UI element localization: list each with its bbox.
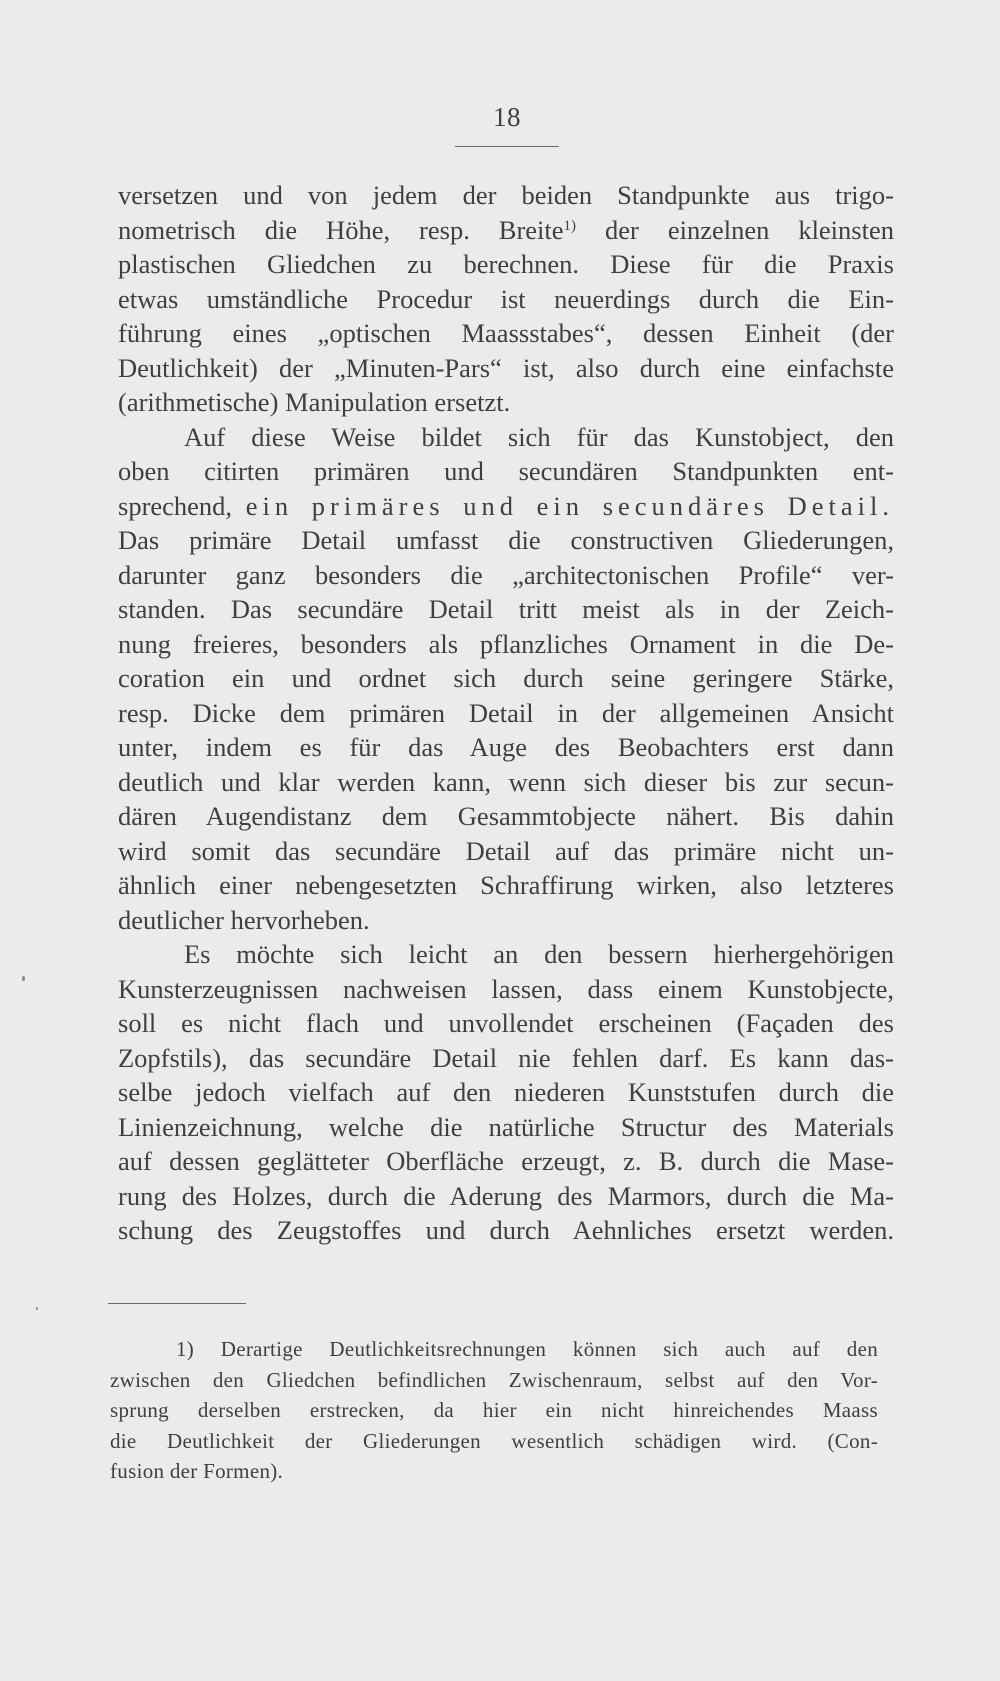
text-line: nung freieres, besonders als pflanzliches Ornament in die De- bbox=[118, 628, 894, 659]
emphasized-text: ein primäres und ein secundäres Detail. bbox=[245, 490, 894, 521]
footnote-separator bbox=[108, 1303, 246, 1304]
text-line: oben citirten primären und secundären Standpunkten ent- bbox=[118, 456, 894, 486]
text-line: deutlich und klar werden kann, wenn sich dieser bis zur secun- bbox=[118, 766, 894, 797]
text-line: Linienzeichnung, welche die natürliche Structur des Materials bbox=[118, 1111, 894, 1142]
text-line: (arithmetische) Manipulation ersetzt. bbox=[118, 387, 511, 417]
page-number: 18 bbox=[493, 102, 521, 132]
text-line: etwas umständliche Procedur ist neuerdings durch die Ein- bbox=[118, 283, 894, 314]
footnote-line: zwischen den Gliedchen befindlichen Zwischenraum, selbst auf den Vor- bbox=[110, 1367, 878, 1392]
text-line-part: sprechend, bbox=[118, 490, 233, 521]
text-line: Deutlichkeit) der „Minuten-Pars“ ist, also durch eine einfachste bbox=[118, 352, 894, 383]
text-line: Kunsterzeugnissen nachweisen lassen, dass einem Kunstobjecte, bbox=[118, 973, 894, 1004]
text-line: standen. Das secundäre Detail tritt meist als in der Zeich- bbox=[118, 594, 894, 624]
text-line: unter, indem es für das Auge des Beobachters erst dann bbox=[118, 732, 894, 762]
text-line: rung des Holzes, durch die Aderung des Marmors, durch die Ma- bbox=[118, 1180, 894, 1211]
text-line bbox=[118, 489, 894, 524]
footnote-line: fusion der Formen). bbox=[110, 1459, 284, 1483]
paper-speck bbox=[36, 1307, 38, 1310]
text-line: auf dessen geglätteter Oberfläche erzeugt, z. B. durch die Mase- bbox=[118, 1146, 894, 1176]
text-line: wird somit das secundäre Detail auf das primäre nicht un- bbox=[118, 835, 894, 866]
text-line-part: der einzelnen kleinsten bbox=[605, 214, 894, 245]
page-number-rule bbox=[455, 146, 559, 147]
text-line: resp. Dicke dem primären Detail in der allgemeinen Ansicht bbox=[118, 697, 894, 728]
text-line-part: nometrisch die Höhe, resp. Breite bbox=[118, 214, 564, 245]
text-line: coration ein und ordnet sich durch seine geringere Stärke, bbox=[118, 663, 894, 693]
text-line: Auf diese Weise bildet sich für das Kunstobject, den bbox=[184, 421, 894, 452]
main-text bbox=[118, 178, 894, 1248]
text-line: deutlicher hervorheben. bbox=[118, 904, 370, 935]
footnote-line: 1) Derartige Deutlichkeitsrechnungen können sich auch auf den bbox=[176, 1337, 878, 1361]
footnote bbox=[110, 1334, 878, 1487]
text-line: soll es nicht flach und unvollendet erscheinen (Façaden des bbox=[118, 1008, 894, 1038]
text-line: Zopfstils), das secundäre Detail nie fehlen darf. Es kann das- bbox=[118, 1042, 894, 1073]
footnote-reference: 1) bbox=[563, 217, 577, 234]
text-line bbox=[118, 213, 894, 248]
text-line: ähnlich einer nebengesetzten Schraffirung wirken, also letzteres bbox=[118, 870, 894, 900]
text-line: darunter ganz besonders die „architectonischen Profile“ ver- bbox=[118, 559, 894, 590]
footnote-line: die Deutlichkeit der Gliederungen wesentlich schädigen wird. (Con- bbox=[110, 1428, 878, 1453]
paper-speck bbox=[22, 976, 25, 981]
text-line: führung eines „optischen Maassstabes“, dessen Einheit (der bbox=[118, 318, 894, 348]
footnote-line: sprung derselben erstrecken, da hier ein nicht hinreichendes Maass bbox=[110, 1398, 878, 1422]
text-line: selbe jedoch vielfach auf den niederen Kunststufen durch die bbox=[118, 1077, 894, 1107]
text-line: plastischen Gliedchen zu berechnen. Diese für die Praxis bbox=[118, 249, 894, 279]
text-line: schung des Zeugstoffes und durch Aehnliches ersetzt werden. bbox=[118, 1215, 894, 1245]
text-line: versetzen und von jedem der beiden Standpunkte aus trigo- bbox=[118, 180, 894, 210]
text-line: Das primäre Detail umfasst die constructiven Gliederungen, bbox=[118, 525, 894, 555]
text-line: dären Augendistanz dem Gesammtobjecte nähert. Bis dahin bbox=[118, 801, 894, 831]
text-line: Es möchte sich leicht an den bessern hierhergehörigen bbox=[184, 939, 894, 969]
